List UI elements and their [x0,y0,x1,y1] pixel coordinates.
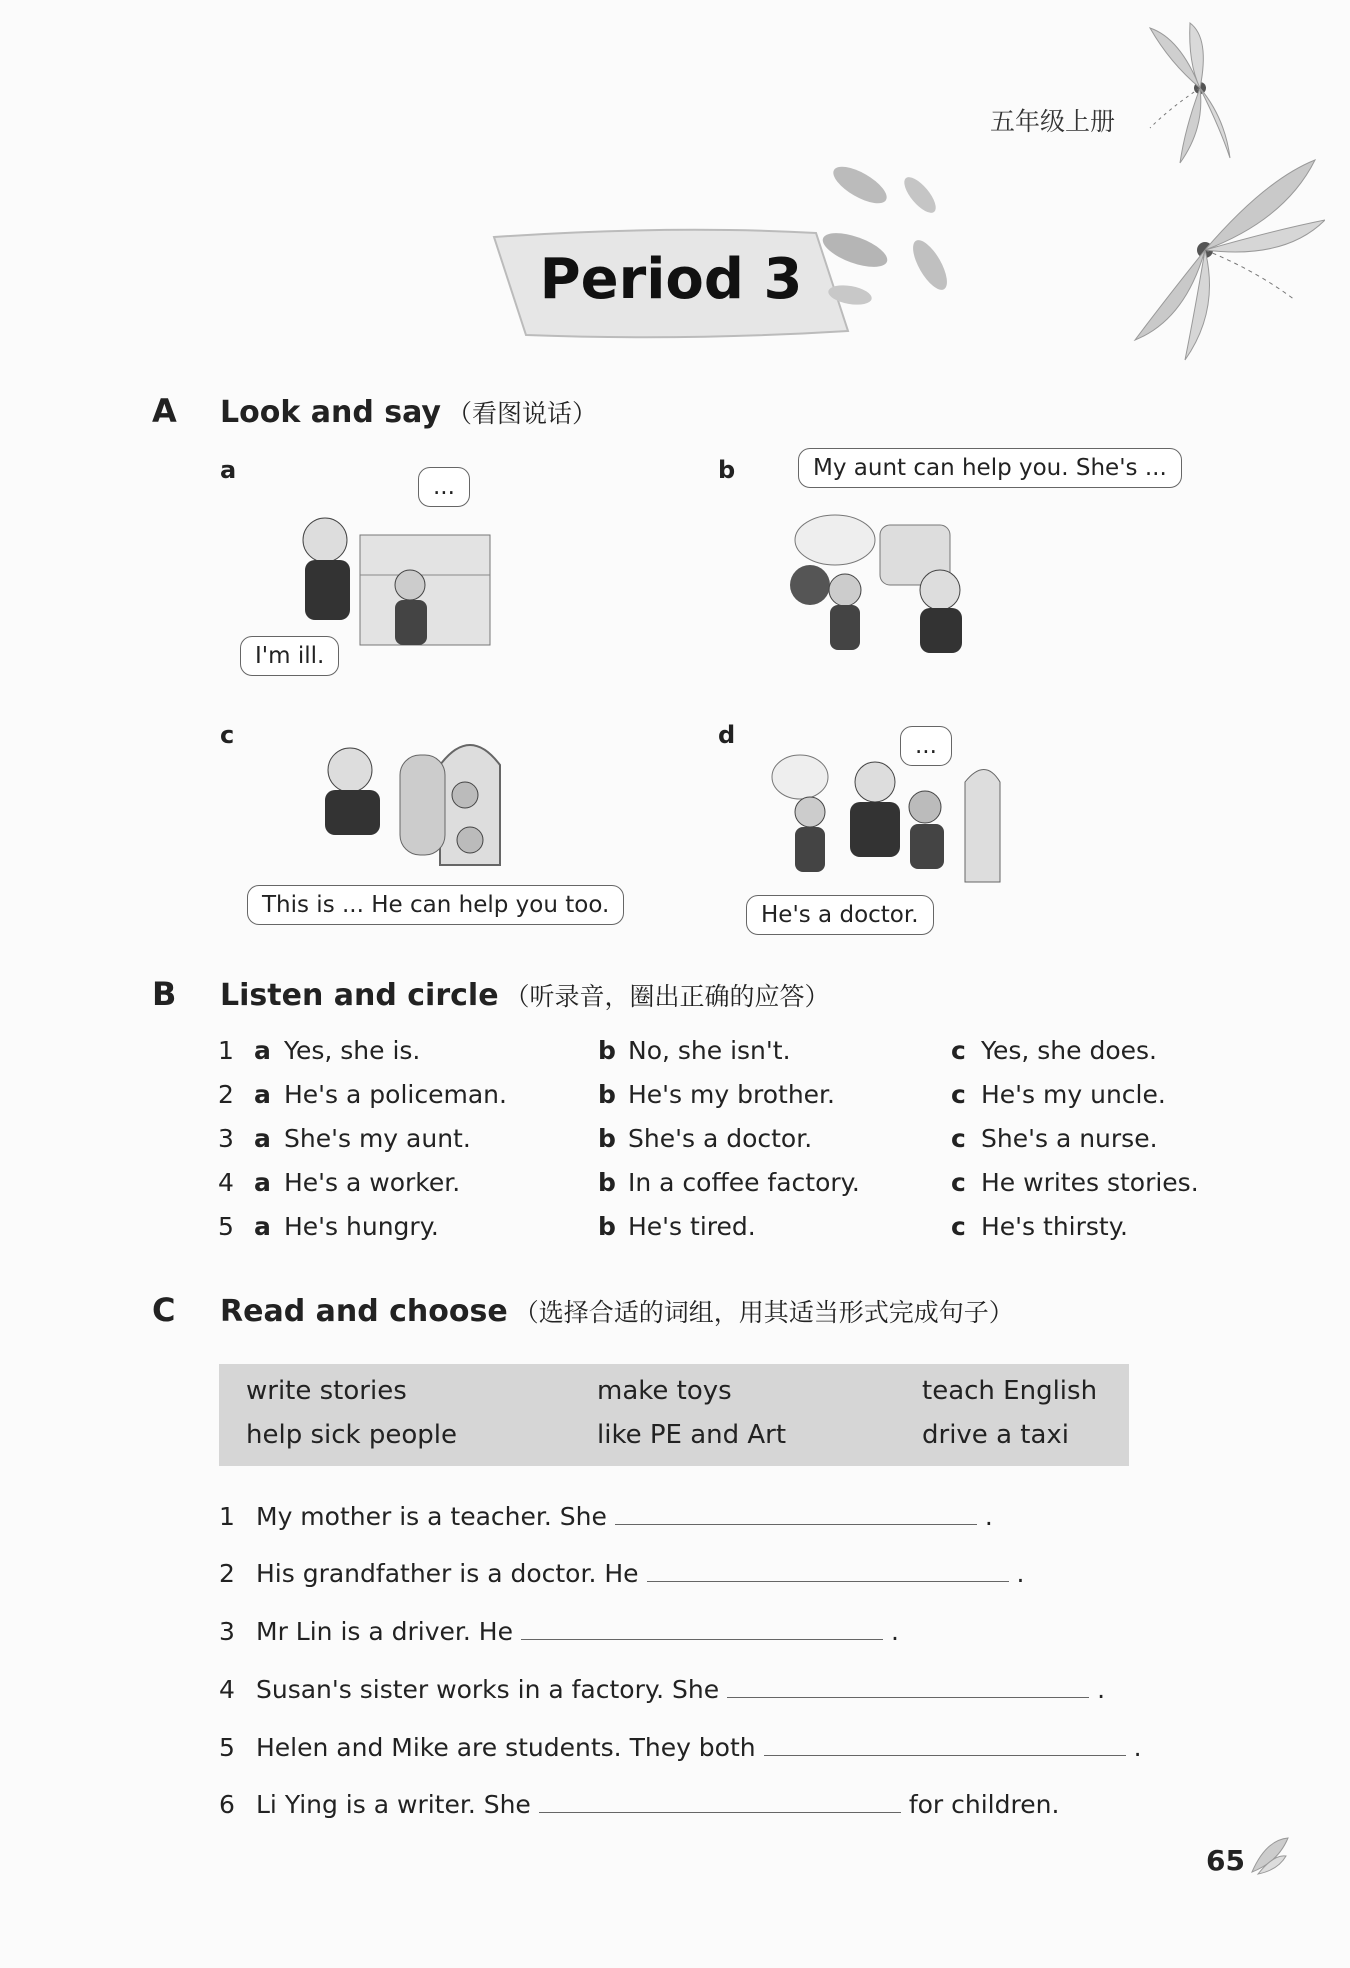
option-text: He's a worker. [284,1168,461,1197]
answer-blank[interactable] [521,1615,883,1640]
option-c[interactable] [951,1124,1158,1153]
option-letter: b [598,1168,616,1197]
item-number: 4 [218,1168,234,1197]
option-letter: a [254,1168,271,1197]
option-letter: a [254,1212,271,1241]
answer-blank[interactable] [727,1673,1089,1698]
fill-in-sentence [219,1615,899,1646]
section-subtitle: （看图说话） [447,399,598,428]
option-text: She's a doctor. [628,1124,813,1153]
option-letter: c [951,1212,966,1241]
sentence-end: for children. [908,1790,1060,1819]
sentence-text: His grandfather is a doctor. He [256,1559,639,1588]
sentence-text: Susan's sister works in a factory. She [256,1675,720,1704]
word-bank-item: like PE and Art [597,1420,787,1450]
option-b[interactable] [598,1168,860,1197]
fill-in-sentence [219,1731,1142,1762]
cartoon-illustration [300,725,520,875]
fill-in-sentence [219,1788,1059,1819]
option-text: She's a nurse. [981,1124,1158,1153]
section-title: Read and choose [220,1294,508,1329]
speech-bubble: ... [418,467,470,507]
section-subtitle: （选择合适的词组，用其适当形式完成句子） [513,1298,1014,1327]
option-text: Yes, she does. [981,1036,1157,1065]
option-a[interactable] [254,1080,507,1109]
picture-label: a [220,456,237,484]
item-number: 3 [218,1124,234,1153]
option-a[interactable] [254,1168,460,1197]
option-text: He's tired. [628,1212,756,1241]
option-c[interactable] [951,1080,1166,1109]
option-letter: b [598,1080,616,1109]
section-letter: B [152,975,177,1013]
listen-item [218,1212,1218,1252]
leaf-icon [1248,1836,1290,1876]
option-letter: a [254,1124,271,1153]
option-b[interactable] [598,1124,812,1153]
option-text: She's my aunt. [284,1124,471,1153]
sentence-end: . [1016,1559,1025,1588]
option-letter: a [254,1036,271,1065]
option-text: Yes, she is. [284,1036,421,1065]
option-a[interactable] [254,1124,471,1153]
item-number: 6 [219,1790,235,1819]
fill-in-sentence [219,1500,993,1531]
option-letter: c [951,1080,966,1109]
option-a[interactable] [254,1212,439,1241]
fish-icon [800,155,990,325]
option-c[interactable] [951,1036,1157,1065]
option-text: He's hungry. [284,1212,439,1241]
sentence-end: . [1097,1675,1106,1704]
item-number: 5 [218,1212,234,1241]
option-text: He's thirsty. [981,1212,1128,1241]
option-letter: c [951,1168,966,1197]
section-letter: C [152,1291,176,1329]
fill-in-sentence [219,1557,1024,1588]
option-text: He's my brother. [628,1080,835,1109]
listen-item [218,1124,1218,1164]
option-b[interactable] [598,1080,835,1109]
item-number: 2 [219,1559,235,1588]
word-bank-item: teach English [922,1376,1098,1406]
dragonfly-icon [1125,150,1325,370]
section-b-heading [152,975,830,1013]
option-text: He writes stories. [981,1168,1199,1197]
section-title: Listen and circle [220,978,499,1013]
sentence-text: Helen and Mike are students. They both [256,1733,756,1762]
section-subtitle: （听录音，圈出正确的应答） [504,982,830,1011]
word-bank [219,1364,1129,1466]
speech-bubble: My aunt can help you. She's ... [798,448,1182,488]
speech-bubble: ... [900,726,952,766]
speech-bubble: I'm ill. [240,636,339,676]
section-a-heading [152,392,597,430]
word-bank-item: write stories [246,1376,407,1406]
cartoon-illustration [765,752,1005,892]
word-bank-item: help sick people [246,1420,457,1450]
item-number: 1 [218,1036,234,1065]
picture-label: d [718,721,736,749]
speech-bubble: This is ... He can help you too. [247,885,624,925]
sentence-text: Li Ying is a writer. She [256,1790,531,1819]
option-letter: b [598,1124,616,1153]
section-c-heading [152,1291,1014,1329]
cartoon-illustration [765,510,1005,660]
sentence-text: My mother is a teacher. She [256,1502,607,1531]
option-text: In a coffee factory. [628,1168,860,1197]
answer-blank[interactable] [764,1731,1126,1756]
item-number: 5 [219,1733,235,1762]
word-bank-item: drive a taxi [922,1420,1069,1450]
picture-label: c [220,721,235,749]
listen-item [218,1168,1218,1208]
word-bank-item: make toys [597,1376,732,1406]
sentence-end: . [1133,1733,1142,1762]
answer-blank[interactable] [647,1557,1009,1582]
speech-bubble: He's a doctor. [746,895,934,935]
option-text: No, she isn't. [628,1036,791,1065]
item-number: 4 [219,1675,235,1704]
picture-label: b [718,456,736,484]
option-letter: b [598,1036,616,1065]
option-b[interactable] [598,1036,791,1065]
answer-blank[interactable] [615,1500,977,1525]
dragonfly-icon [1130,18,1250,168]
section-title: Look and say [220,395,441,430]
option-b[interactable] [598,1212,756,1241]
option-a[interactable] [254,1036,420,1065]
fill-in-sentence [219,1673,1105,1704]
option-letter: c [951,1036,966,1065]
option-text: He's my uncle. [981,1080,1166,1109]
page-title: Period 3 [539,247,803,312]
item-number: 3 [219,1617,235,1646]
item-number: 2 [218,1080,234,1109]
option-letter: c [951,1124,966,1153]
option-c[interactable] [951,1168,1199,1197]
option-c[interactable] [951,1212,1128,1241]
item-number: 1 [219,1502,235,1531]
grade-label: 五年级上册 [990,107,1116,136]
sentence-end: . [890,1617,899,1646]
page-number: 65 [1206,1844,1245,1877]
option-text: He's a policeman. [284,1080,507,1109]
sentence-text: Mr Lin is a driver. He [256,1617,513,1646]
sentence-end: . [984,1502,993,1531]
listen-item [218,1080,1218,1120]
option-letter: b [598,1212,616,1241]
section-letter: A [152,392,177,430]
option-letter: a [254,1080,271,1109]
listen-item [218,1036,1218,1076]
answer-blank[interactable] [539,1788,901,1813]
